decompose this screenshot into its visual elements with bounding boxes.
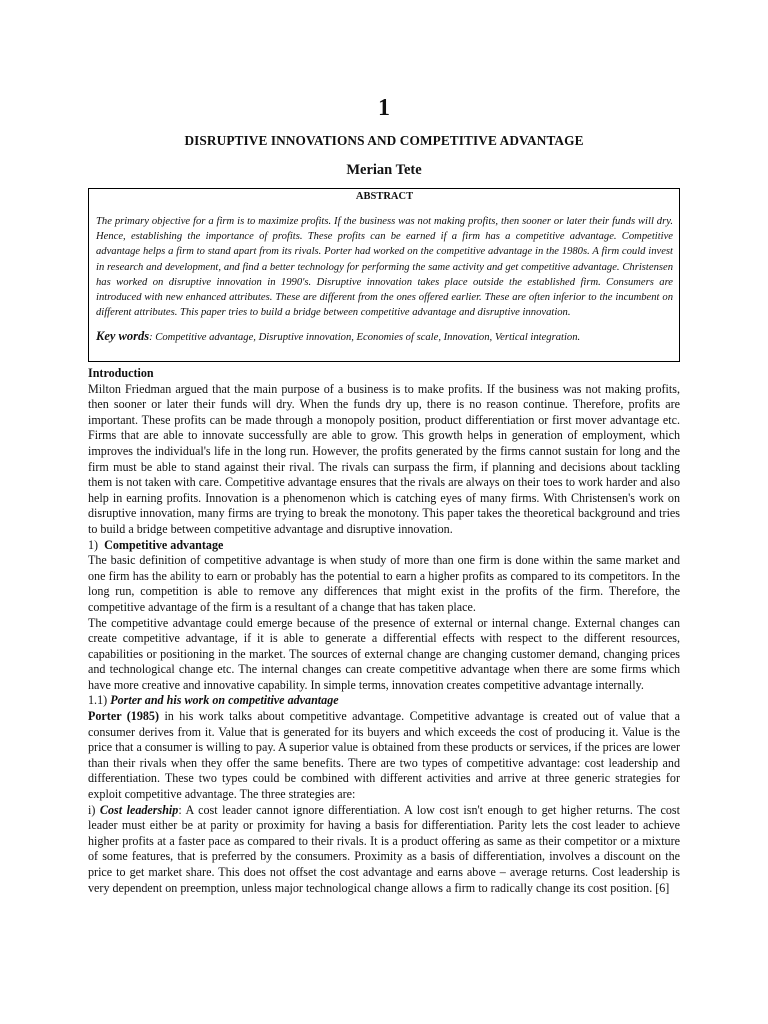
section-1-number: 1) — [88, 537, 99, 552]
section-1-title: Competitive advantage — [104, 537, 224, 552]
chapter-number: 1 — [378, 95, 390, 121]
cost-leadership-label: Cost leadership — [99, 802, 179, 817]
keywords-list: : Competitive advantage, Disruptive innovation, Economies of scale, Innovation, Vertical integration. — [149, 332, 581, 344]
abstract-box — [88, 188, 680, 362]
section-1-1-title: Porter and his work on competitive advantage — [110, 693, 339, 708]
section-1-heading — [88, 538, 680, 554]
cost-leadership-item — [88, 803, 680, 897]
section-1-1-heading — [88, 693, 680, 709]
keywords-label: Key words — [96, 329, 150, 344]
abstract-heading: ABSTRACT — [355, 191, 414, 202]
introduction-paragraph: Milton Friedman argued that the main purpose of a business is to make profits. If the business was not making profits, then sooner or later their funds will dry. When the funds dry up, there is no reason continue. Therefore, profits are important. These profits can be made through a monopoly position, product differentiation or first mover advantage etc. Firms that are able to innovate successfully are able to grow. This growth helps in generation of employment, which improves the individual's life in the long run. However, the profits generated by the firms cannot sustain for long and the firm must be able to stand against their rival. The rivals can surpass the firm, if planning and decisions about tackling them is not taken with care. Competitive advantage ensures that the rivals are always on their toes to work harder and also help in earning profits. Innovation is a phenomenon which is catching eyes of many firms. With Christensen's work on disruptive innovation, many firms are trying to break the monotony. This paper takes the theoretical background and tries to build a bridge between competitive advantage and disruptive innovation. — [88, 381, 680, 536]
paper-title: DISRUPTIVE INNOVATIONS AND COMPETITIVE ADVANTAGE — [184, 133, 584, 148]
introduction-heading: Introduction — [88, 366, 154, 380]
document-page — [88, 92, 680, 896]
section-1-1-paragraph — [88, 709, 680, 803]
author-name: Merian Tete — [346, 162, 422, 178]
section-1-1-text: in his work talks about competitive advantage. Competitive advantage is created out of value that a consumer derives from it. Value that is generated for its buyers and which exceeds the cost of producing it. Value is the price that a consumer is willing to pay. A superior value is obtained from these products or services, if the prices are lower than their rivals when they offer the same benefits. There are two types of competitive advantage: cost leadership and differentiation. These two types could be combined with different activities and arrive at three generic strategies for exploit competitive advantage. The three strategies are: — [88, 709, 680, 802]
section-1-1-number: 1.1) — [88, 693, 108, 708]
cost-leadership-text: : A cost leader cannot ignore differentiation. A low cost isn't enough to get higher returns. The cost leader must either be at parity or proximity for having a basis for differentiation. Parity lets the cost leader to achieve higher profits at a faster pace as compared to their rivals. It is a product offering as same as their competitor or a mixture of some features, that is preferred by the consumers. Proximity as a basis of differentiation, involves a discount on the price to get market share. This does not offset the cost advantage and earns above – average returns. Cost leadership is very dependent on preemption, unless major technological change allows a firm to radically change its cost position. [6] — [88, 802, 680, 895]
porter-citation: Porter (1985) — [88, 709, 160, 724]
keywords — [96, 329, 673, 345]
cost-leadership-prefix: i) — [88, 802, 100, 817]
body-text — [88, 366, 680, 896]
abstract-text: The primary objective for a firm is to maximize profits. If the business was not making profits, then sooner or later their funds will dry. Hence, establishing the importance of profits. These profits can be earned if a firm has a competitive advantage. Competitive advantage helps a firm to stand apart from its rivals. Porter had worked on the competitive advantage in the 1980s. A firm could invest in research and development, and find a better technology for performing the same activity and get competitive advantage. Christensen has worked on disruptive innovation in 1990's. Disruptive innovation takes place outside the established firm. Consumers are introduced with new enhanced attributes. These are different from the ones offered earlier. These are often inferior to the incumbent on different attributes. This paper tries to build a bridge between competitive advantage and disruptive innovation. — [96, 216, 673, 319]
section-1-paragraph-2: The competitive advantage could emerge because of the presence of external or internal change. External changes can create competitive advantage, if it is able to generate a differential effects with respect to the different resources, capabilities or positioning in the market. The sources of external change are changing customer demand, changing prices and technological change etc. The internal changes can create competitive advantage when there are some firms which have more creative and innovative capability. In simple terms, innovation creates competitive advantage internally. — [88, 615, 680, 692]
section-1-paragraph-1: The basic definition of competitive advantage is when study of more than one firm is done within the same market and one firm has the ability to earn or probably has the potential to earn a higher profits as compared to its competitors. In the long run, competition is able to remove any differences that might exist in the profits of the firm. Therefore, the competitive advantage of the firm is a resultant of a change that has taken place. — [88, 553, 680, 614]
